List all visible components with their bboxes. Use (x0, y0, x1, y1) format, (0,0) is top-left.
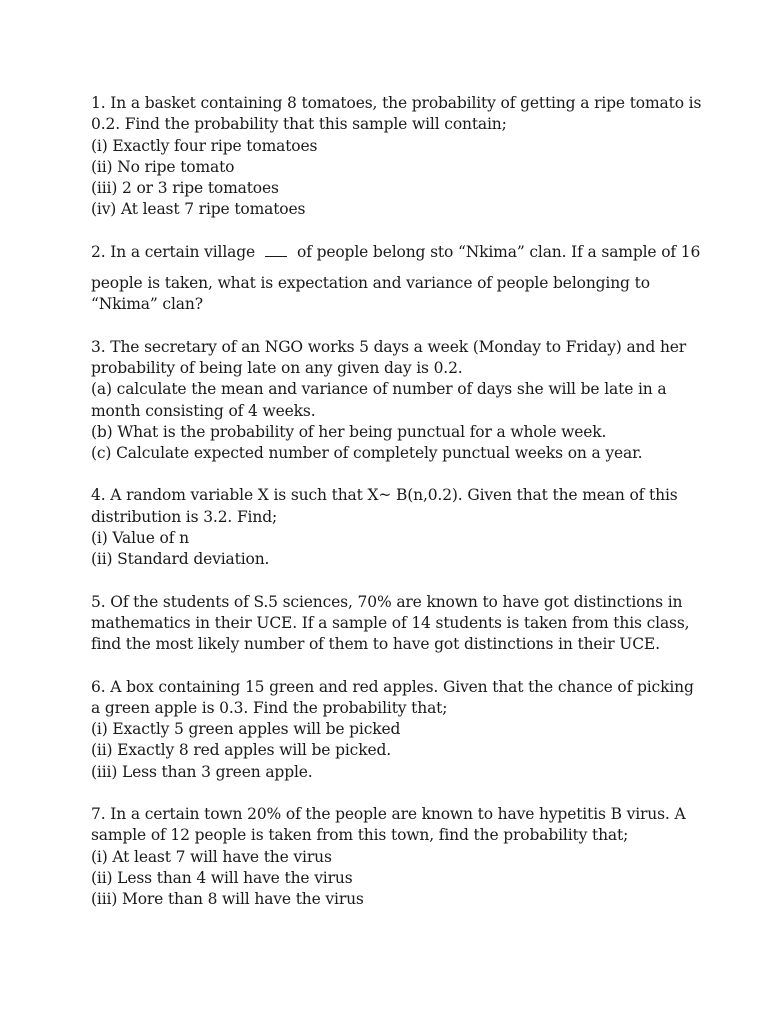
question-text-after-blank: of people belong sto “Nkima” clan. If a sample of 16 (297, 242, 701, 261)
question-line: 5. Of the students of S.5 sciences, 70% are known to have got distinctions in (91, 592, 683, 611)
question-line: (a) calculate the mean and variance of number of days she will be late in a (91, 380, 667, 399)
question-line: (iv) At least 7 ripe tomatoes (91, 200, 306, 219)
question-line: (ii) Less than 4 will have the virus (91, 868, 353, 887)
question-line: (iii) 2 or 3 ripe tomatoes (91, 179, 279, 198)
question-line: distribution is 3.2. Find; (91, 507, 278, 526)
question-7 (91, 804, 691, 910)
question-line: (c) Calculate expected number of completely punctual weeks on a year. (91, 444, 643, 463)
question-line: (iii) More than 8 will have the virus (91, 890, 364, 909)
question-1 (91, 93, 702, 221)
question-text-before-blank: 2. In a certain village (91, 242, 256, 261)
question-2 (91, 242, 701, 316)
question-line: (i) Exactly four ripe tomatoes (91, 136, 318, 155)
question-line: mathematics in their UCE. If a sample of 14 students is taken from this class, (91, 613, 690, 632)
question-line: 4. A random variable X is such that X~ B(n,0.2). Given that the mean of this (91, 486, 678, 505)
question-line: sample of 12 people is taken from this town, find the probability that; (91, 826, 629, 845)
question-line: (i) Value of n (91, 529, 189, 548)
question-line: 3. The secretary of an NGO works 5 days a week (Monday to Friday) and her (91, 337, 687, 356)
question-4 (91, 485, 691, 570)
fill-in-blank (265, 242, 287, 257)
question-line (91, 242, 701, 263)
question-line: people is taken, what is expectation and variance of people belonging to (91, 274, 650, 293)
question-line: (ii) Standard deviation. (91, 550, 270, 569)
question-line: (b) What is the probability of her being punctual for a whole week. (91, 422, 607, 441)
question-line: (iii) Less than 3 green apple. (91, 762, 313, 781)
question-line: find the most likely number of them to have got distinctions in their UCE. (91, 635, 660, 654)
question-line: 0.2. Find the probability that this sample will contain; (91, 115, 507, 134)
question-5 (91, 592, 691, 656)
question-6 (91, 677, 694, 783)
question-line: (ii) Exactly 8 red apples will be picked. (91, 741, 392, 760)
question-line: (i) At least 7 will have the virus (91, 847, 332, 866)
question-line: month consisting of 4 weeks. (91, 401, 316, 420)
question-line: a green apple is 0.3. Find the probability that; (91, 698, 448, 717)
question-line: (ii) No ripe tomato (91, 157, 235, 176)
question-line: probability of being late on any given day is 0.2. (91, 358, 463, 377)
question-3 (91, 337, 691, 465)
document-page (91, 93, 702, 932)
question-line: 6. A box containing 15 green and red apples. Given that the chance of picking (91, 677, 694, 696)
question-line: “Nkima” clan? (91, 295, 203, 314)
question-line: (i) Exactly 5 green apples will be picked (91, 720, 401, 739)
question-line: 1. In a basket containing 8 tomatoes, the probability of getting a ripe tomato is (91, 94, 702, 112)
question-line: 7. In a certain town 20% of the people are known to have hypetitis B virus. A (91, 805, 686, 824)
